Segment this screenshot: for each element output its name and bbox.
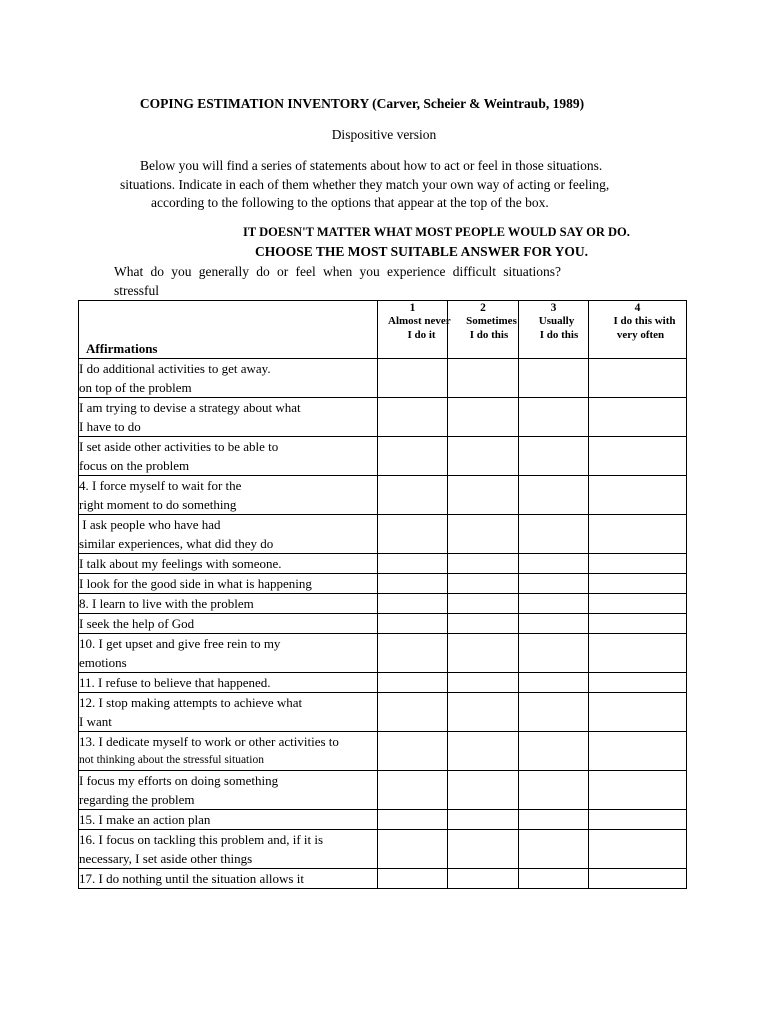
answer-cell-3[interactable] (519, 673, 589, 693)
answer-cell-3[interactable] (519, 398, 589, 437)
answer-cell-1[interactable] (378, 810, 448, 830)
table-row (79, 594, 687, 614)
affirmations-header: Affirmations (79, 301, 378, 359)
statement-cell: 8. I learn to live with the problem (79, 594, 378, 614)
answer-cell-1[interactable] (378, 554, 448, 574)
answer-cell-2[interactable] (448, 869, 519, 889)
table-header-row (79, 301, 687, 359)
statement-cell: 12. I stop making attempts to achieve what I want (79, 693, 378, 732)
answer-cell-4[interactable] (589, 515, 687, 554)
option-number: 1 (409, 302, 416, 314)
answer-cell-4[interactable] (589, 771, 687, 810)
answer-cell-1[interactable] (378, 771, 448, 810)
answer-cell-2[interactable] (448, 693, 519, 732)
answer-cell-3[interactable] (519, 476, 589, 515)
answer-cell-1[interactable] (378, 574, 448, 594)
statement-cell: I talk about my feelings with someone. (79, 554, 378, 574)
answer-cell-3[interactable] (519, 771, 589, 810)
document-title: COPING ESTIMATION INVENTORY (Carver, Scheier & Weintraub, 1989) (139, 96, 585, 111)
option-number: 3 (550, 302, 557, 314)
answer-cell-1[interactable] (378, 437, 448, 476)
statement-cell: 11. I refuse to believe that happened. (79, 673, 378, 693)
table-row (79, 614, 687, 634)
answer-cell-4[interactable] (589, 869, 687, 889)
answer-cell-4[interactable] (589, 437, 687, 476)
statement-cell: 13. I dedicate myself to work or other activities to not thinking about the stressful situation (79, 732, 378, 771)
answer-cell-2[interactable] (448, 673, 519, 693)
answer-cell-4[interactable] (589, 693, 687, 732)
answer-cell-4[interactable] (589, 359, 687, 398)
answer-cell-4[interactable] (589, 476, 687, 515)
answer-cell-2[interactable] (448, 574, 519, 594)
answer-cell-2[interactable] (448, 830, 519, 869)
table-row (79, 693, 687, 732)
answer-cell-1[interactable] (378, 594, 448, 614)
table-row (79, 810, 687, 830)
question-line-2: stressful (114, 283, 159, 298)
answer-cell-1[interactable] (378, 614, 448, 634)
answer-cell-2[interactable] (448, 476, 519, 515)
table-row (79, 359, 687, 398)
answer-cell-1[interactable] (378, 398, 448, 437)
instruction-line-1: IT DOESN'T MATTER WHAT MOST PEOPLE WOULD SAY OR DO. (243, 225, 630, 239)
answer-cell-3[interactable] (519, 810, 589, 830)
inventory-table (78, 300, 687, 889)
answer-cell-4[interactable] (589, 398, 687, 437)
answer-cell-1[interactable] (378, 476, 448, 515)
answer-cell-2[interactable] (448, 732, 519, 771)
statement-cell: I am trying to devise a strategy about what I have to do (79, 398, 378, 437)
statement-cell: I set aside other activities to be able to focus on the problem (79, 437, 378, 476)
answer-cell-2[interactable] (448, 810, 519, 830)
answer-cell-3[interactable] (519, 830, 589, 869)
answer-cell-1[interactable] (378, 830, 448, 869)
option-label-line1: Almost never (388, 315, 451, 327)
answer-cell-3[interactable] (519, 634, 589, 673)
answer-cell-1[interactable] (378, 634, 448, 673)
answer-cell-2[interactable] (448, 594, 519, 614)
table-row (79, 830, 687, 869)
answer-cell-3[interactable] (519, 594, 589, 614)
instruction-line-2: CHOOSE THE MOST SUITABLE ANSWER FOR YOU. (255, 244, 588, 259)
answer-cell-3[interactable] (519, 359, 589, 398)
option-label-line1: I do this with (613, 315, 676, 327)
answer-cell-4[interactable] (589, 810, 687, 830)
table-row (79, 398, 687, 437)
answer-cell-1[interactable] (378, 693, 448, 732)
statement-cell: 4. I force myself to wait for the right moment to do something (79, 476, 378, 515)
intro-line-2: situations. Indicate in each of them whether they match your own way of acting or feeling, (120, 177, 610, 192)
table-row (79, 476, 687, 515)
answer-cell-1[interactable] (378, 359, 448, 398)
statement-cell: I focus my efforts on doing something regarding the problem (79, 771, 378, 810)
document-subtitle: Dispositive version (331, 127, 437, 142)
answer-cell-2[interactable] (448, 437, 519, 476)
option-label-line2: I do this (539, 329, 579, 341)
table-row (79, 437, 687, 476)
option-number: 2 (480, 302, 486, 314)
statement-cell: 15. I make an action plan (79, 810, 378, 830)
statement-cell: 16. I focus on tackling this problem and, if it is necessary, I set aside other things (79, 830, 378, 869)
answer-cell-3[interactable] (519, 554, 589, 574)
answer-cell-1[interactable] (378, 869, 448, 889)
answer-cell-3[interactable] (519, 574, 589, 594)
answer-cell-4[interactable] (589, 634, 687, 673)
table-row (79, 554, 687, 574)
answer-cell-4[interactable] (589, 574, 687, 594)
answer-cell-3[interactable] (519, 437, 589, 476)
option-label-line2: very often (616, 329, 665, 341)
answer-cell-3[interactable] (519, 732, 589, 771)
table-row (79, 869, 687, 889)
answer-cell-4[interactable] (589, 732, 687, 771)
option-header-2 (448, 301, 519, 359)
option-header-3 (519, 301, 589, 359)
option-header-1 (378, 301, 451, 359)
answer-cell-1[interactable] (378, 673, 448, 693)
answer-cell-2[interactable] (448, 614, 519, 634)
statement-cell: I look for the good side in what is happening (79, 574, 378, 594)
statement-cell: I ask people who have had similar experiences, what did they do (79, 515, 378, 554)
answer-cell-4[interactable] (589, 673, 687, 693)
answer-cell-2[interactable] (448, 398, 519, 437)
statement-cell: 17. I do nothing until the situation allows it (79, 869, 378, 889)
answer-cell-1[interactable] (378, 515, 448, 554)
intro-line-1: Below you will find a series of statements about how to act or feel in those situations. (140, 158, 603, 173)
option-number: 4 (634, 302, 641, 314)
answer-cell-2[interactable] (448, 554, 519, 574)
answer-cell-2[interactable] (448, 634, 519, 673)
table-row (79, 515, 687, 554)
answer-cell-4[interactable] (589, 594, 687, 614)
intro-line-3: according to the following to the options that appear at the top of the box. (151, 195, 549, 210)
answer-cell-4[interactable] (589, 554, 687, 574)
answer-cell-3[interactable] (519, 614, 589, 634)
answer-cell-4[interactable] (589, 614, 687, 634)
statement-cell: I do additional activities to get away. on top of the problem (79, 359, 378, 398)
option-label-line2: I do this (469, 329, 509, 341)
table-row (79, 732, 687, 771)
option-label-line1: Sometimes (466, 315, 517, 327)
answer-cell-2[interactable] (448, 515, 519, 554)
option-label-line1: Usually (538, 315, 575, 327)
statement-cell: I seek the help of God (79, 614, 378, 634)
answer-cell-4[interactable] (589, 830, 687, 869)
answer-cell-3[interactable] (519, 869, 589, 889)
answer-cell-2[interactable] (448, 771, 519, 810)
table-row (79, 574, 687, 594)
answer-cell-3[interactable] (519, 515, 589, 554)
answer-cell-2[interactable] (448, 359, 519, 398)
statement-cell: 10. I get upset and give free rein to my emotions (79, 634, 378, 673)
table-row (79, 673, 687, 693)
option-header-4 (589, 301, 687, 359)
table-row (79, 634, 687, 673)
answer-cell-3[interactable] (519, 693, 589, 732)
table-row (79, 771, 687, 810)
option-label-line2: I do it (407, 329, 436, 341)
question-line-1: What do you generally do or feel when you experience difficult situations? (114, 264, 561, 279)
answer-cell-1[interactable] (378, 732, 448, 771)
